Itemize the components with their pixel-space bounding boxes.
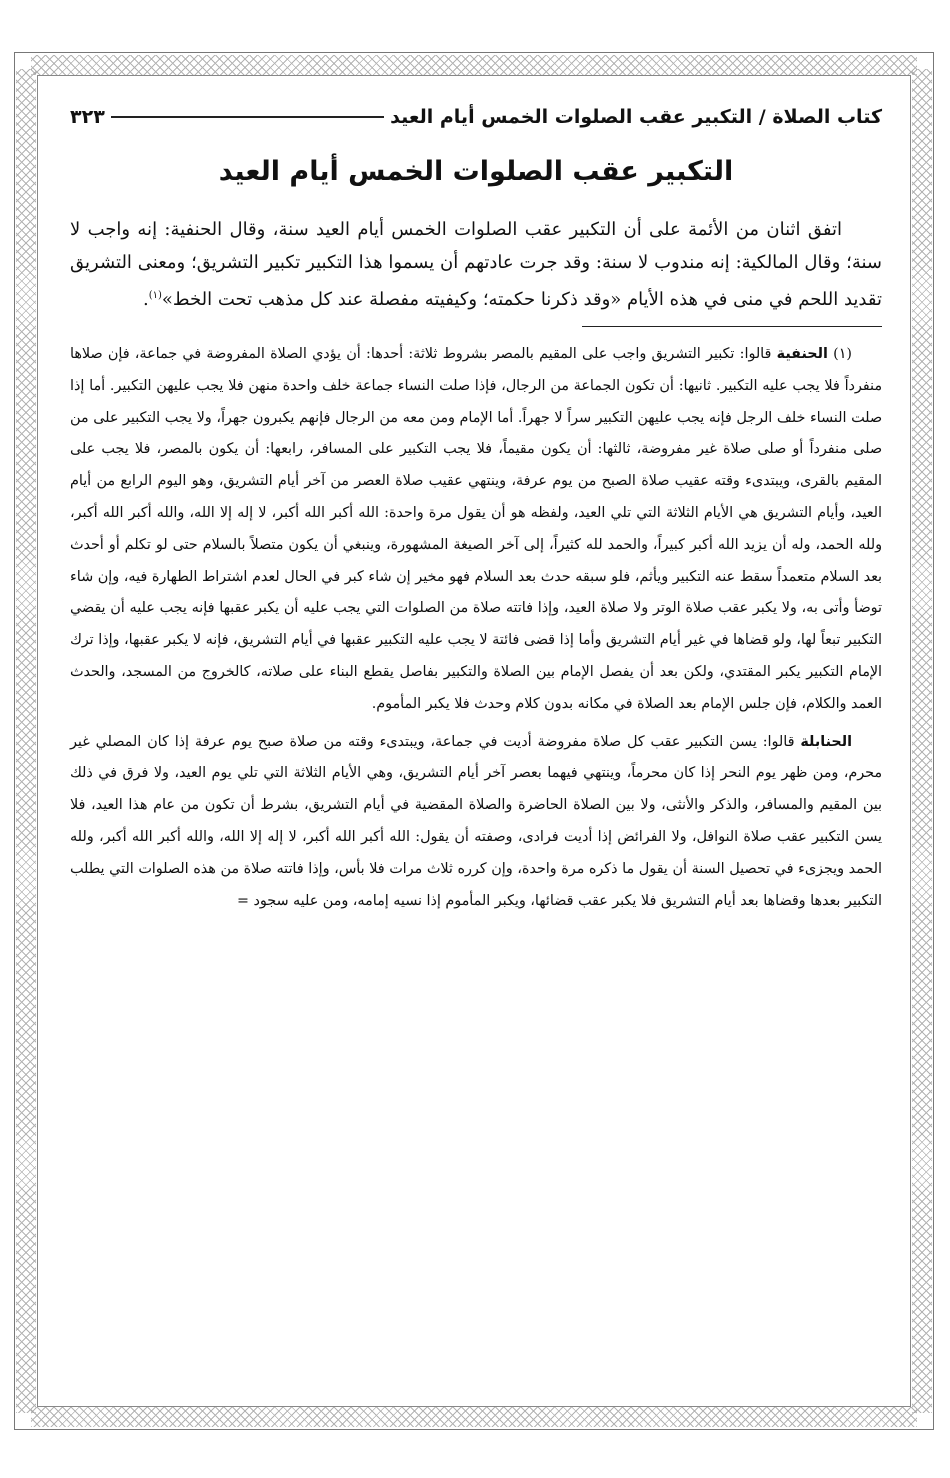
section-title: التكبير عقب الصلوات الخمس أيام العيد	[218, 156, 734, 187]
footnote-hanafi-text: قالوا: تكبير التشريق واجب على المقيم بالمصر بشروط ثلاثة: أحدها: أن يؤدي الصلاة المفروضة في جماعة، فإن صلاها منفرداً فلا يجب عليه التكبير. ثانيها: أن تكون الجماعة من الرجال، فإذا صلت النساء جماعة خلف واحدة منهن فلا يجب عليهن التكبير. أما إذا صلت النساء خلف الرجل فإنه يجب عليهن التكبير سراً لا جهراً. أما الإمام ومن معه من الرجال فإنهم يكبرون جهراً، ولا يجب التكبير على من صلى منفرداً أو صلى صلاة غير مفروضة، ثالثها: أن يكون مقيماً، فلا يجب التكبير على المسافر، رابعها: أن يكون بالمصر، فلا يجب على المقيم بالقرى، ويبتدىء وقته عقيب صلاة الصبح من يوم عرفة، وينتهي عقيب صلاة العصر من آخر أيام التشريق، وهو اليوم الرابع من أيام العيد، وأيام التشريق هي الأيام الثلاثة التي تلي العيد، ولفظه هو أن يقول مرة واحدة: الله أكبر الله أكبر، لا إله إلا الله، والله أكبر الله أكبر، ولله الحمد، وله أن يزيد الله أكبر كبيراً، والحمد لله كثيراً، إلى آخر الصيغة المشهورة، وينبغي أن يكون متصلاً بالسلام حتى لو تكلم أو أحدث بعد السلام متعمداً سقط عنه التكبير ويأثم، فلو سبقه حدث بعد السلام فهو مخير إن شاء كبر في الحال لعدم اشتراط الطهارة فيه، وإن شاء توضأ وأتى به، ولا يكبر عقب صلاة الوتر ولا صلاة العيد، وإذا فاتته صلاة من الصلوات التي يجب عليه أن يكبر عقبها فإنه يجب عليه أن يقضي التكبير تبعاً لها، ولو قضاها في غير أيام التشريق وأما إذا قضى فائتة لا يجب عليه التكبير عقبها في أيام التشريق، فإنه لا يكبر عقبها، وإذا ترك الإمام التكبير يكبر المقتدي، ولكن بعد أن يفصل الإمام بين الصلاة والتكبير بفاصل يقطع البناء على صلاته، كالخروج من المسجد، والحدث العمد والكلام، فإن جلس الإمام بعد الصلاة في مكانه بدون كلام وحدث فلا يكبر المأموم.	[70, 346, 882, 712]
continuation-mark: =	[236, 892, 249, 909]
header-rule	[111, 116, 384, 118]
footnote-reference: (١)	[148, 290, 162, 301]
footnote-school-hanafi: الحنفية	[776, 346, 828, 362]
footnote-hanafi	[70, 339, 882, 721]
footnote-hanbali-text: قالوا: يسن التكبير عقب كل صلاة مفروضة أديت في جماعة، ويبتدىء وقته من صلاة صبح يوم عرفة إذا كان المصلي غير محرم، ومن ظهر يوم النحر إذا كان محرماً، وينتهي فيهما بعصر آخر أيام التشريق، وهي الأيام الثلاثة التي تلي يوم العيد، ولا فرق في ذلك بين المقيم والمسافر، والذكر والأنثى، ولا بين الصلاة الحاضرة والصلاة المقضية في أيام التشريق، بشرط أن تكون من عام هذا العيد، فلا يسن التكبير عقب صلاة النوافل، ولا الفرائض إذا أديت فرادى، وصفته أن يقول: الله أكبر الله أكبر، لا إله إلا الله، والله أكبر الله أكبر، ولله الحمد ويجزىء في تحصيل السنة أن يقول ما ذكره مرة واحدة، وإن كرره ثلاث مرات فلا بأس، وإذا فاتته صلاة من هذه الصلوات التي يطلب التكبير بعدها وقضاها بعد أيام التشريق فلا يكبر عقب قضائها، ويكبر المأموم إذا نسيه إمامه، ومن عليه سجود	[70, 733, 882, 909]
ornamental-border-left	[16, 69, 36, 1413]
page-content	[70, 100, 882, 1410]
footnote-hanbali	[70, 727, 882, 918]
ornamental-border-right	[912, 69, 932, 1413]
header-title: كتاب الصلاة / التكبير عقب الصلوات الخمس أيام العيد	[390, 106, 882, 128]
ornamental-border-bottom	[31, 1407, 917, 1427]
running-header	[70, 100, 882, 134]
page-number: ٣٢٣	[70, 106, 105, 128]
ornamental-border-top	[31, 55, 917, 75]
main-paragraph-text: اتفق اثنان من الأئمة على أن التكبير عقب الصلوات الخمس أيام العيد سنة، وقال الحنفية: إنه واجب لا سنة؛ وقال المالكية: إنه مندوب لا سنة: وقد جرت عادتهم أن يسموا هذا التكبير تكبير التشريق؛ ومعنى التشريق تقديد اللحم في منى في هذه الأيام «وقد ذكرنا حكمته؛ وكيفيته مفصلة عند كل مذهب تحت الخط»	[70, 219, 882, 310]
footnote-school-hanbali: الحنابلة	[800, 733, 852, 750]
main-paragraph-end: .	[142, 289, 149, 310]
footnote-marker: (١)	[833, 346, 852, 362]
main-paragraph	[70, 213, 882, 316]
footnote-separator	[582, 326, 882, 327]
